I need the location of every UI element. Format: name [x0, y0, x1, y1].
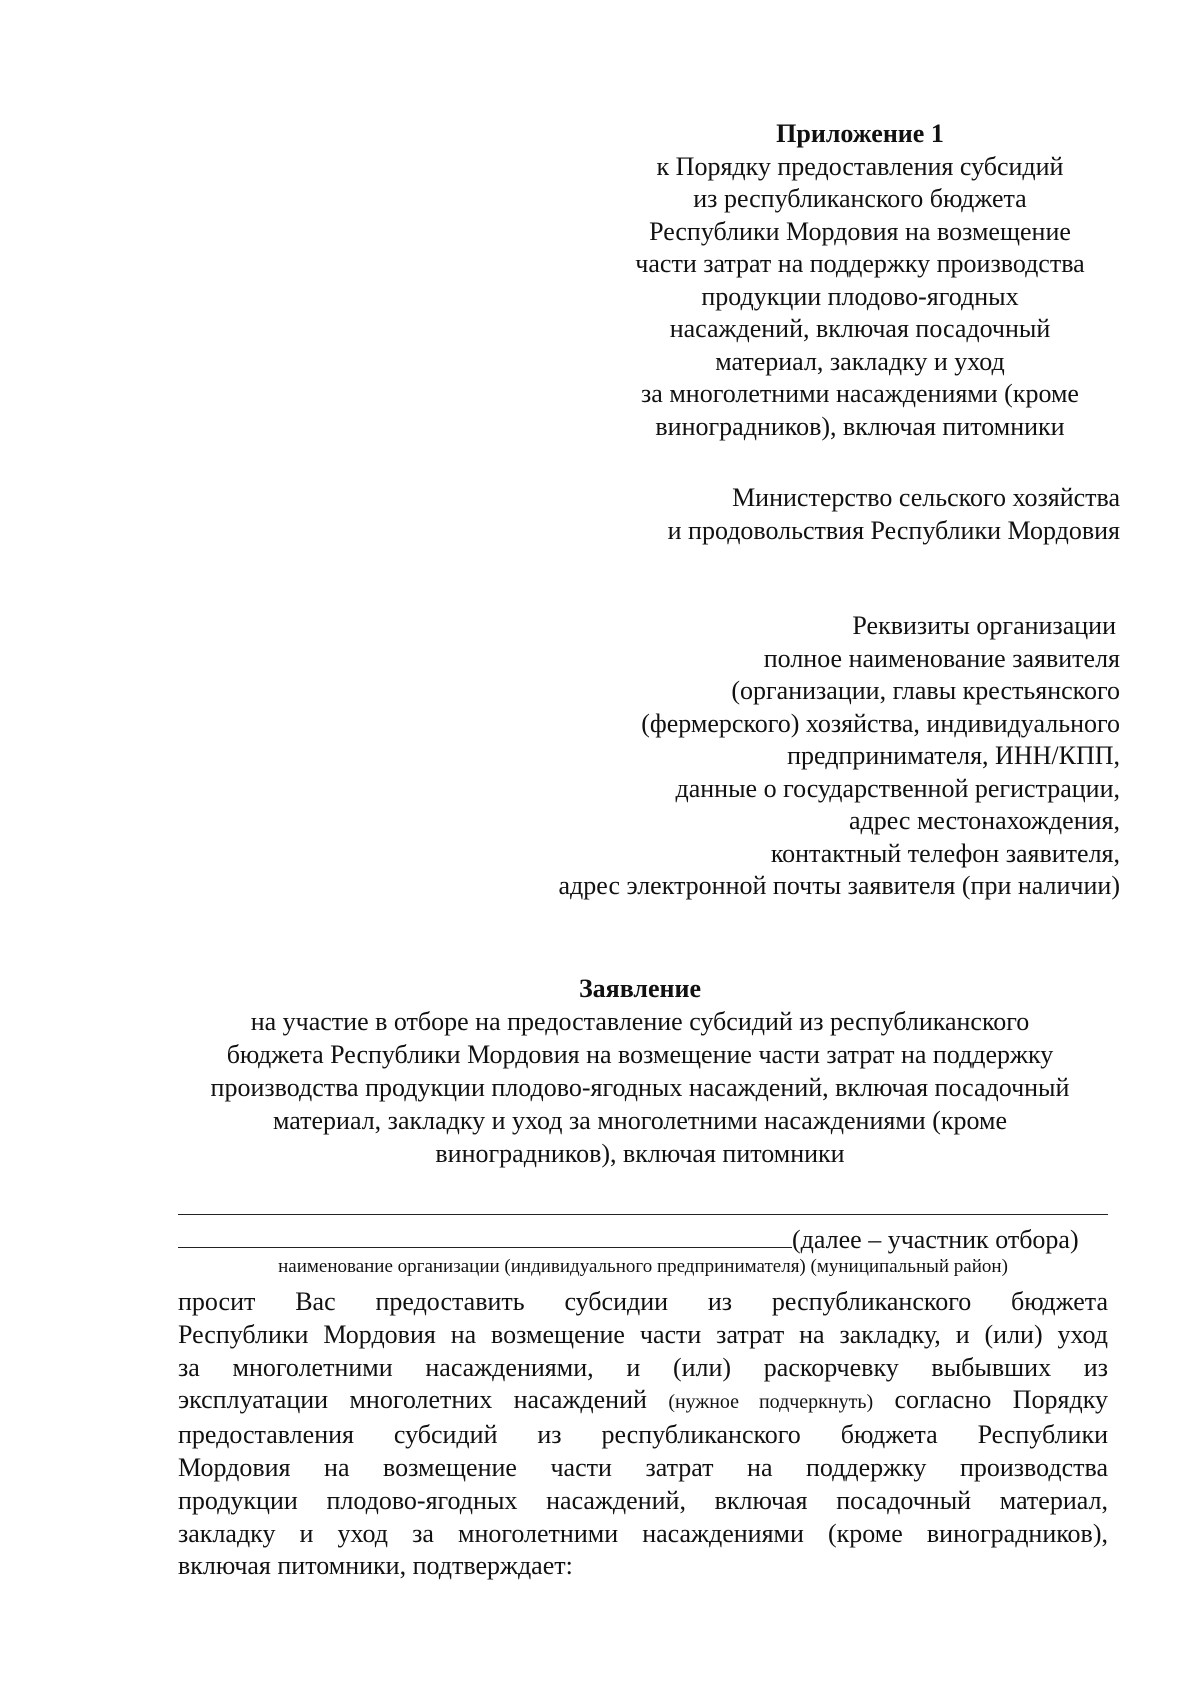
ministry-line: и продовольствия Республики Мордовия — [667, 516, 1120, 545]
requisites-block — [440, 610, 1120, 903]
statement-line: производства продукции плодово-ягодных насаждений, включая посадочный — [210, 1073, 1070, 1102]
requisites-line: полное наименование заявителя — [763, 643, 1120, 673]
requisites-line: (фермерского) хозяйства, индивидуального — [641, 708, 1120, 738]
ministry-line: Министерство сельского хозяйства — [732, 483, 1120, 512]
statement-line: виноградников), включая питомники — [435, 1139, 845, 1168]
requisites-line: Реквизиты организации — [852, 611, 1116, 640]
statement-line: бюджета Республики Мордовия на возмещение части затрат на поддержку — [226, 1040, 1054, 1069]
appendix-line: материал, закладку и уход — [715, 346, 1005, 376]
requisites-line: предпринимателя, ИНН/КПП, — [787, 741, 1120, 770]
requisites-line: контактный телефон заявителя, — [770, 838, 1120, 868]
paragraph-text: согласно Порядку — [894, 1385, 1108, 1415]
blank-caption: наименование организации (индивидуального предпринимателя) (муниципальный район) — [278, 1256, 1008, 1277]
appendix-line: продукции плодово-ягодных — [701, 281, 1019, 311]
statement-block — [160, 972, 1120, 1170]
statement-title: Заявление — [578, 974, 702, 1003]
requisites-line: адрес электронной почты заявителя (при наличии) — [558, 871, 1120, 900]
statement-line: на участие в отборе на предоставление субсидий из республиканского — [250, 1007, 1030, 1036]
paragraph-line: за многолетними насаждениями, и (или) раскорчевку выбывших из — [178, 1352, 1108, 1382]
requisites-line: адрес местонахождения, — [848, 806, 1120, 835]
underline-note: (нужное подчеркнуть) — [668, 1391, 874, 1414]
paragraph-line: продукции плодово-ягодных насаждений, включая посадочный материал, — [178, 1485, 1108, 1515]
appendix-line: виноградников), включая питомники — [655, 411, 1065, 441]
statement-line: материал, закладку и уход за многолетними насаждениями (кроме — [272, 1106, 1007, 1135]
ministry-block — [600, 481, 1120, 547]
paragraph-line: Республики Мордовия на возмещение части затрат на закладку, и (или) уход — [178, 1319, 1108, 1349]
requisites-line: данные о государственной регистрации, — [675, 773, 1120, 803]
paragraph-line: закладку и уход за многолетними насаждениями (кроме виноградников), — [178, 1518, 1108, 1548]
appendix-line: из республиканского бюджета — [693, 184, 1027, 213]
organization-name-blank-line[interactable] — [178, 1214, 1108, 1215]
appendix-line: части затрат на поддержку производства — [635, 249, 1085, 278]
request-paragraph — [178, 1286, 1108, 1583]
appendix-block — [600, 118, 1120, 443]
appendix-line: Республики Мордовия на возмещение — [649, 216, 1071, 246]
participant-row — [178, 1224, 1108, 1256]
paragraph-text: эксплуатации многолетних насаждений — [178, 1385, 647, 1415]
paragraph-line: просит Вас предоставить субсидии из республиканского бюджета — [178, 1287, 1108, 1316]
appendix-line: к Порядку предоставления субсидий — [656, 151, 1064, 181]
paragraph-line: включая питомники, подтверждает: — [178, 1551, 573, 1581]
appendix-line: за многолетними насаждениями (кроме — [641, 379, 1079, 408]
appendix-line: насаждений, включая посадочный — [669, 314, 1051, 343]
appendix-title: Приложение 1 — [776, 119, 944, 148]
participant-suffix: (далее – участник отбора) — [792, 1225, 1079, 1254]
requisites-line: (организации, главы крестьянского — [731, 676, 1120, 705]
paragraph-line — [178, 1384, 1108, 1419]
paragraph-line: Мордовия на возмещение части затрат на поддержку производства — [178, 1452, 1108, 1482]
municipal-district-blank-line[interactable] — [178, 1225, 792, 1248]
paragraph-line: предоставления субсидий из республиканского бюджета Республики — [178, 1420, 1108, 1450]
